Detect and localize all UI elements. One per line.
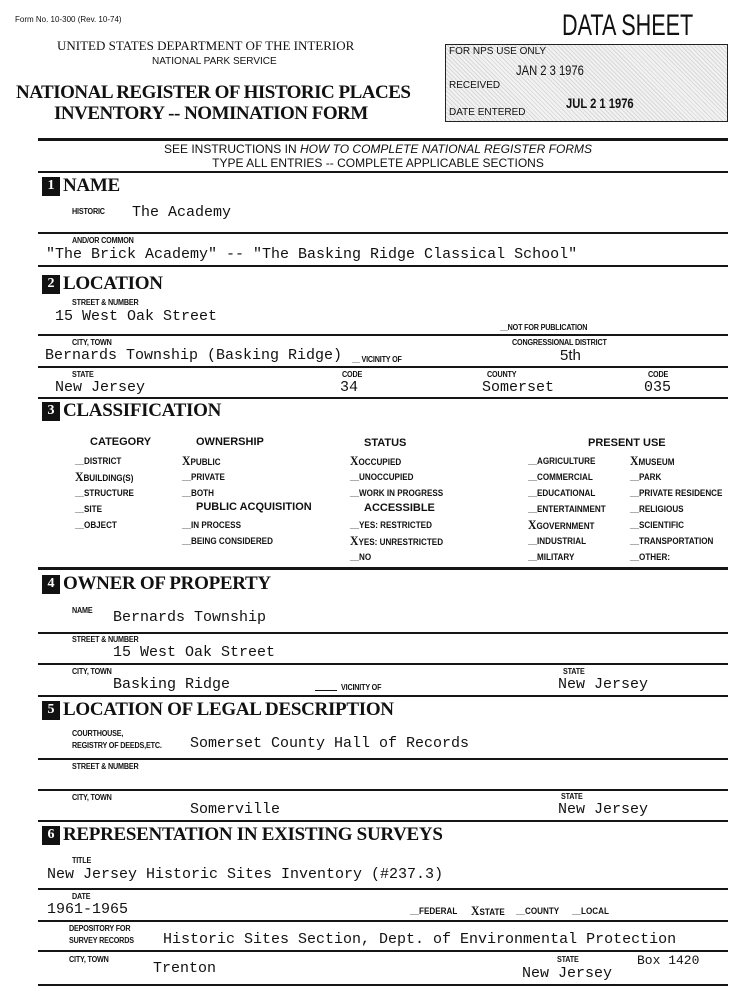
legal-street-label: STREET & NUMBER [72,762,139,771]
divider [38,663,728,665]
checkbox-present-use-1-government[interactable] [528,519,595,532]
received-label: RECEIVED [449,80,501,91]
checkbox-label: COMMERCIAL [537,472,593,482]
check-mark-icon: X [350,533,359,548]
owner-city-value: Basking Ridge [113,676,231,693]
checkbox-label: PRIVATE [191,472,225,482]
survey-date-value: 1961-1965 [47,901,129,918]
checkbox-category-building-s[interactable] [75,471,133,484]
divider [38,138,728,141]
checkbox-label: SCIENTIFIC [639,520,685,530]
checkbox-label: BUILDING(S) [83,473,134,483]
checkbox-present-use-2-religious[interactable] [630,503,684,515]
not-for-publication: __NOT FOR PUBLICATION [500,323,588,332]
owner-vicinity-label: VICINITY OF [341,683,382,692]
survey-title-value: New Jersey Historic Sites Inventory (#237.3) [47,866,444,883]
checkbox-label: ENTERTAINMENT [537,504,606,514]
box-value: Box 1420 [637,953,700,968]
blank-line-icon: __ [572,906,582,916]
section-location-header [42,274,163,294]
legal-city-label: CITY, TOWN [72,793,112,802]
survey-state-label: STATE [557,955,579,964]
blank-line-icon: __ [630,552,640,562]
section-number: 5 [42,701,60,720]
checkbox-label: AGRICULTURE [537,456,596,466]
depository-value: Historic Sites Section, Dept. of Environmental Protection [163,931,677,948]
checkbox-present-use-1-industrial[interactable] [528,535,586,547]
checkbox-category-structure[interactable] [75,487,134,499]
checkbox-label: PUBLIC [190,457,221,467]
owner-state-label: STATE [563,667,585,676]
section-number: 6 [42,826,60,845]
state-code: 34 [340,379,359,396]
section-classification-header [42,401,221,421]
section-number: 2 [42,275,60,294]
service: NATIONAL PARK SERVICE [152,56,277,67]
checkbox-ownership-public[interactable] [182,455,221,468]
checkbox-level-state[interactable] [471,905,505,918]
checkbox-label: STATE [478,907,505,917]
check-mark-icon: X [630,453,639,468]
checkbox-label: SITE [84,504,103,514]
section-number: 4 [42,575,60,594]
checkbox-label: MUSEUM [638,457,675,467]
checkbox-label: UNOCCUPIED [359,472,414,482]
vicinity-blank [315,690,337,691]
checkbox-level-federal[interactable] [410,905,457,918]
checkbox-label: TRANSPORTATION [639,536,714,546]
blank-line-icon: __ [516,906,526,916]
checkbox-present-use-1-educational[interactable] [528,487,595,499]
divider [38,950,728,952]
checkbox-label: IN PROCESS [191,520,241,530]
blank-line-icon: __ [630,472,640,482]
section-title: LOCATION [63,273,163,294]
checkbox-level-county[interactable] [516,905,559,918]
checkbox-status-occupied[interactable] [350,455,401,468]
city-label: CITY, TOWN [72,338,112,347]
checkbox-label: MILITARY [537,552,575,562]
blank-line-icon: __ [350,472,360,482]
divider [38,265,728,267]
checkbox-label: YES: UNRESTRICTED [358,537,444,547]
divider [38,397,728,399]
owner-street-label: STREET & NUMBER [72,635,139,644]
checkbox-category-site[interactable] [75,503,102,515]
common-value: "The Brick Academy" -- "The Basking Ridge Classical School" [46,246,578,263]
county-code-label: CODE [648,370,669,379]
checkbox-label: BOTH [191,488,214,498]
nps-heading: FOR NPS USE ONLY [449,46,547,57]
acquisition-heading: PUBLIC ACQUISITION [196,501,312,513]
owner-name-label: NAME [72,606,93,615]
blank-line-icon: __ [182,472,192,482]
section-title: LOCATION OF LEGAL DESCRIPTION [63,699,394,720]
checkbox-label: OBJECT [84,520,117,530]
section-number: 1 [42,177,60,196]
section-title: REPRESENTATION IN EXISTING SURVEYS [63,824,443,845]
category-heading: CATEGORY [90,436,152,448]
checkbox-acquisition-in-process[interactable] [182,519,241,531]
blank-line-icon: __ [75,504,85,514]
checkbox-status-work-in-progress[interactable] [350,487,443,499]
checkbox-status-unoccupied[interactable] [350,471,413,483]
survey-title-label: TITLE [72,856,92,865]
checkbox-present-use-1-military[interactable] [528,551,574,563]
checkbox-acquisition-being-considered[interactable] [182,535,273,547]
owner-name-value: Bernards Township [113,609,267,626]
divider [38,789,728,791]
county-code: 035 [644,379,672,396]
entered-date: JUL 2 1 1976 [566,95,634,111]
received-date: JAN 2 3 1976 [516,62,584,78]
section-owner-header [42,574,271,594]
county-label: COUNTY [487,370,517,379]
checkbox-present-use-1-commercial[interactable] [528,471,593,483]
code-label: CODE [342,370,363,379]
present-use-heading: PRESENT USE [588,437,666,449]
checkbox-present-use-1-agriculture[interactable] [528,455,595,467]
check-mark-icon: X [528,517,537,532]
status-heading: STATUS [364,437,407,449]
blank-line-icon: __ [528,472,538,482]
legal-state-value: New Jersey [558,801,649,818]
legal-city-value: Somerville [190,801,281,818]
check-mark-icon: X [470,903,479,918]
divider [38,567,728,570]
registry-label: REGISTRY OF DEEDS,ETC. [72,741,162,750]
blank-line-icon: __ [528,552,538,562]
instructions-title: HOW TO COMPLETE NATIONAL REGISTER FORMS [299,142,593,156]
checkbox-category-object[interactable] [75,519,117,531]
checkbox-label: GOVERNMENT [536,521,595,531]
checkbox-ownership-both[interactable] [182,487,214,499]
divider [38,820,728,822]
divider [38,888,728,890]
checkbox-present-use-2-scientific[interactable] [630,519,684,531]
blank-line-icon: __ [630,504,640,514]
divider [38,334,728,336]
section-number: 3 [42,402,60,421]
check-mark-icon: X [182,453,191,468]
historic-label: HISTORIC [72,207,105,216]
courthouse-value: Somerset County Hall of Records [190,735,470,752]
section-title: CLASSIFICATION [63,400,222,421]
blank-line-icon: __ [630,536,640,546]
checkbox-label: STRUCTURE [84,488,134,498]
historic-value: The Academy [132,204,232,221]
blank-line-icon: __ [630,520,640,530]
divider [38,171,728,173]
section-title: NAME [63,175,120,196]
checkbox-present-use-2-museum[interactable] [630,455,674,468]
checkbox-ownership-private[interactable] [182,471,225,483]
vicinity-label: __ VICINITY OF [352,355,402,364]
instructions-line2: TYPE ALL ENTRIES -- COMPLETE APPLICABLE SECTIONS [212,156,544,170]
checkbox-label: COUNTY [525,906,560,916]
blank-line-icon: __ [528,504,538,514]
survey-level-options [410,905,613,918]
checkbox-accessible-no[interactable] [350,551,371,563]
section-name-header [42,176,120,196]
state-label: STATE [72,370,94,379]
blank-line-icon: __ [350,520,360,530]
entered-label: DATE ENTERED [449,107,526,118]
checkbox-accessible-yes-unrestricted[interactable] [350,535,443,548]
blank-line-icon: __ [182,488,192,498]
checkbox-label: DISTRICT [84,456,122,466]
section-title: OWNER OF PROPERTY [63,573,271,594]
blank-line-icon: __ [182,520,192,530]
checkbox-present-use-2-transportation[interactable] [630,535,713,547]
ownership-heading: OWNERSHIP [196,436,264,448]
blank-line-icon: __ [182,536,192,546]
congressional-value: 5th [560,347,581,364]
checkbox-label: WORK IN PROGRESS [359,488,444,498]
divider [38,632,728,634]
survey-city-label: CITY, TOWN [69,955,109,964]
survey-date-label: DATE [72,892,91,901]
checkbox-present-use-2-private-residence[interactable] [630,487,722,499]
checkbox-label: PRIVATE RESIDENCE [639,488,723,498]
divider [38,920,728,922]
blank-line-icon: __ [410,906,420,916]
checkbox-label: RELIGIOUS [639,504,684,514]
blank-line-icon: __ [350,552,360,562]
county-value: Somerset [482,379,555,396]
blank-line-icon: __ [528,456,538,466]
street-value: 15 West Oak Street [55,308,218,325]
checkbox-label: EDUCATIONAL [537,488,596,498]
section-surveys-header [42,825,443,845]
blank-line-icon: __ [528,488,538,498]
checkbox-label: YES: RESTRICTED [359,520,432,530]
nps-use-box [445,44,728,122]
checkbox-present-use-2-park[interactable] [630,471,661,483]
data-sheet-stamp: DATA SHEET [562,9,694,42]
city-value: Bernards Township (Basking Ridge) [45,347,343,364]
form-number: Form No. 10-300 (Rev. 10-74) [15,15,122,24]
instructions-text: SEE INSTRUCTIONS IN [163,142,300,156]
section-legal-header [42,700,394,720]
checkbox-present-use-1-entertainment[interactable] [528,503,606,515]
common-label: AND/OR COMMON [72,236,134,245]
blank-line-icon: __ [528,536,538,546]
street-label: STREET & NUMBER [72,298,139,307]
survey-city-value: Trenton [153,960,217,977]
divider [38,232,728,234]
form-title-line1: NATIONAL REGISTER OF HISTORIC PLACES [16,82,411,103]
legal-state-label: STATE [561,792,583,801]
depository-label: DEPOSITORY FOR [69,924,131,933]
checkbox-label: NO [359,552,372,562]
congressional-label: CONGRESSIONAL DISTRICT [512,338,607,347]
survey-records-label: SURVEY RECORDS [69,936,134,945]
blank-line-icon: __ [75,456,85,466]
blank-line-icon: __ [350,488,360,498]
accessible-heading: ACCESSIBLE [364,502,435,514]
checkbox-label: OCCUPIED [358,457,402,467]
instructions [0,142,756,156]
state-value: New Jersey [55,379,146,396]
check-mark-icon: X [75,469,84,484]
department: UNITED STATES DEPARTMENT OF THE INTERIOR [57,38,355,53]
divider [38,984,728,986]
checkbox-label: INDUSTRIAL [537,536,587,546]
blank-line-icon: __ [75,520,85,530]
survey-state-value: New Jersey [522,965,613,982]
blank-line-icon: __ [630,488,640,498]
blank-line-icon: __ [75,488,85,498]
checkbox-accessible-yes-restricted[interactable] [350,519,432,531]
checkbox-level-local[interactable] [572,905,609,918]
checkbox-label: LOCAL [581,906,610,916]
divider [38,758,728,760]
owner-street-value: 15 West Oak Street [113,644,276,661]
owner-city-label: CITY, TOWN [72,667,112,676]
owner-state-value: New Jersey [558,676,649,693]
checkbox-label: FEDERAL [419,906,458,916]
check-mark-icon: X [350,453,359,468]
checkbox-present-use-2-other[interactable] [630,551,670,563]
checkbox-label: OTHER: [639,552,671,562]
checkbox-label: BEING CONSIDERED [191,536,273,546]
divider [38,695,728,697]
divider [38,366,728,368]
checkbox-label: PARK [639,472,662,482]
courthouse-label: COURTHOUSE, [72,729,124,738]
form-title-line2: INVENTORY -- NOMINATION FORM [54,103,368,124]
checkbox-category-district[interactable] [75,455,121,467]
